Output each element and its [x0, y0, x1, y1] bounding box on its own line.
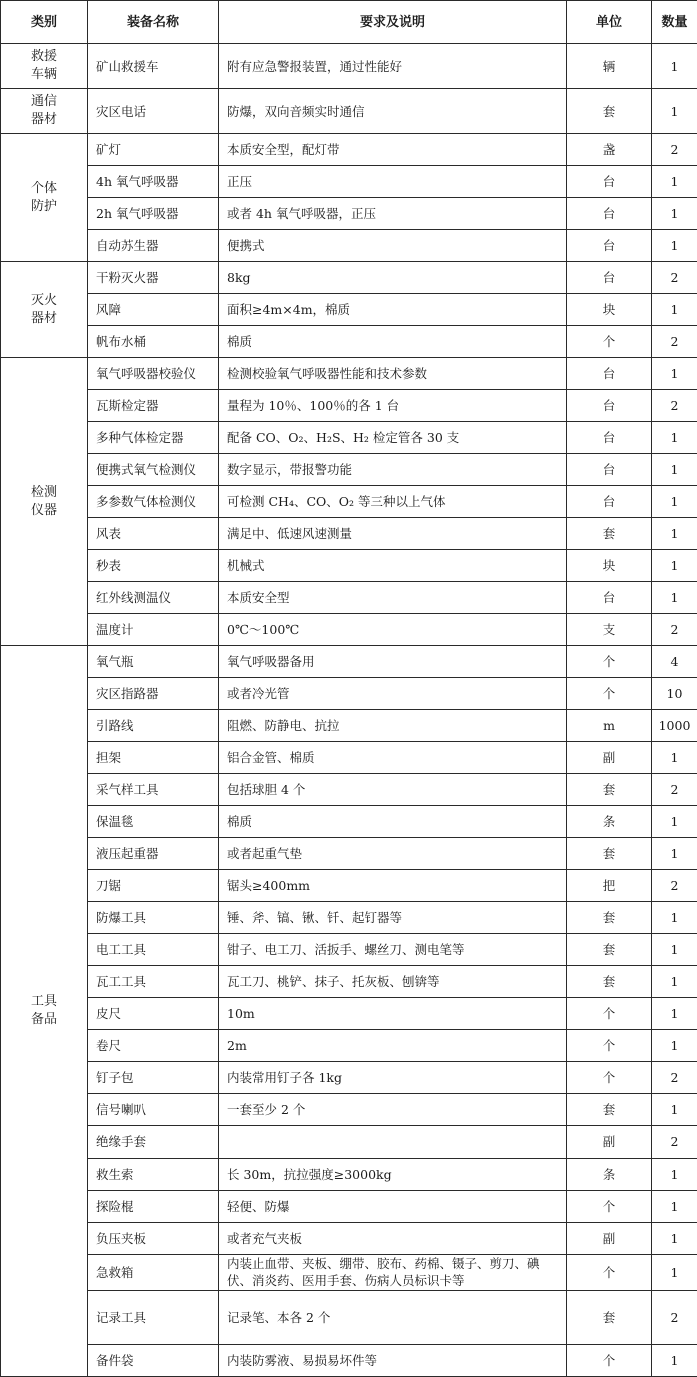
- unit-cell: 套: [567, 966, 652, 998]
- qty-cell: 1: [652, 1190, 697, 1222]
- unit-cell: 套: [567, 774, 652, 806]
- name-cell: 负压夹板: [88, 1222, 219, 1254]
- desc-cell: 配备 CO、O₂、H₂S、H₂ 检定管各 30 支: [219, 422, 567, 454]
- qty-cell: 2: [652, 1062, 697, 1094]
- qty-cell: 1: [652, 934, 697, 966]
- qty-cell: 1: [652, 742, 697, 774]
- qty-cell: 1: [652, 454, 697, 486]
- table-row: [1, 390, 697, 422]
- desc-cell: 或者冷光管: [219, 678, 567, 710]
- unit-cell: 条: [567, 806, 652, 838]
- unit-cell: 支: [567, 614, 652, 646]
- name-cell: 温度计: [88, 614, 219, 646]
- desc-cell: 0℃～100℃: [219, 614, 567, 646]
- table-row: [1, 294, 697, 326]
- desc-cell: 内装止血带、夹板、绷带、胶布、药棉、镊子、剪刀、碘伏、消炎药、医用手套、伤病人员标识卡等: [219, 1254, 567, 1291]
- name-cell: 钉子包: [88, 1062, 219, 1094]
- name-cell: 备件袋: [88, 1344, 219, 1376]
- unit-cell: 台: [567, 358, 652, 390]
- table-row: [1, 422, 697, 454]
- category-label: 通信器材: [30, 94, 57, 127]
- category-label: 救援车辆: [30, 49, 57, 82]
- unit-cell: 个: [567, 1190, 652, 1222]
- name-cell: 帆布水桶: [88, 326, 219, 358]
- desc-cell: 铝合金管、棉质: [219, 742, 567, 774]
- table-row: [1, 518, 697, 550]
- desc-cell: 内装防雾液、易损易坏件等: [219, 1344, 567, 1376]
- desc-cell: 或者充气夹板: [219, 1222, 567, 1254]
- desc-cell: 长 30m，抗拉强度≥3000kg: [219, 1158, 567, 1190]
- name-cell: 探险棍: [88, 1190, 219, 1222]
- qty-cell: 2: [652, 326, 697, 358]
- desc-cell: 或者 4h 氧气呼吸器，正压: [219, 198, 567, 230]
- desc-cell: 10m: [219, 998, 567, 1030]
- unit-cell: 盏: [567, 134, 652, 166]
- qty-cell: 1: [652, 1030, 697, 1062]
- unit-cell: 台: [567, 422, 652, 454]
- desc-cell: 数字显示，带报警功能: [219, 454, 567, 486]
- category-cell: [1, 646, 88, 1377]
- table-row: [1, 1030, 697, 1062]
- table-row: [1, 166, 697, 198]
- name-cell: 信号喇叭: [88, 1094, 219, 1126]
- table-row: [1, 870, 697, 902]
- table-row: [1, 998, 697, 1030]
- name-cell: 救生索: [88, 1158, 219, 1190]
- qty-cell: 1: [652, 44, 697, 89]
- table-row: [1, 710, 697, 742]
- table-row: [1, 614, 697, 646]
- name-cell: 刀锯: [88, 870, 219, 902]
- name-cell: 急救箱: [88, 1254, 219, 1291]
- name-cell: 皮尺: [88, 998, 219, 1030]
- name-cell: 卷尺: [88, 1030, 219, 1062]
- table-row: [1, 326, 697, 358]
- unit-cell: 副: [567, 742, 652, 774]
- table-row: [1, 1222, 697, 1254]
- name-cell: 绝缘手套: [88, 1126, 219, 1158]
- unit-cell: 台: [567, 198, 652, 230]
- category-label: 工具备品: [30, 994, 57, 1028]
- table-row: [1, 902, 697, 934]
- table-row: [1, 198, 697, 230]
- table-row: [1, 1126, 697, 1158]
- name-cell: 自动苏生器: [88, 230, 219, 262]
- desc-cell: 轻便、防爆: [219, 1190, 567, 1222]
- name-cell: 便携式氧气检测仪: [88, 454, 219, 486]
- unit-cell: 套: [567, 518, 652, 550]
- header-name: 装备名称: [88, 1, 219, 44]
- table-row: [1, 358, 697, 390]
- desc-cell: 量程为 10％、100％的各 1 台: [219, 390, 567, 422]
- desc-cell: 阻燃、防静电、抗拉: [219, 710, 567, 742]
- unit-cell: 个: [567, 326, 652, 358]
- table-row: [1, 262, 697, 294]
- table-row: [1, 966, 697, 998]
- table-row: [1, 1062, 697, 1094]
- qty-cell: 2: [652, 614, 697, 646]
- qty-cell: 1: [652, 582, 697, 614]
- qty-cell: 1: [652, 518, 697, 550]
- desc-cell: [219, 1126, 567, 1158]
- qty-cell: 1: [652, 230, 697, 262]
- unit-cell: m: [567, 710, 652, 742]
- category-cell: [1, 134, 88, 262]
- qty-cell: 1: [652, 166, 697, 198]
- unit-cell: 个: [567, 998, 652, 1030]
- qty-cell: 2: [652, 390, 697, 422]
- desc-cell: 或者起重气垫: [219, 838, 567, 870]
- unit-cell: 副: [567, 1126, 652, 1158]
- qty-cell: 1000: [652, 710, 697, 742]
- table-row: [1, 454, 697, 486]
- table-row: [1, 1190, 697, 1222]
- table-row: [1, 646, 697, 678]
- qty-cell: 1: [652, 838, 697, 870]
- name-cell: 记录工具: [88, 1291, 219, 1344]
- qty-cell: 1: [652, 1344, 697, 1376]
- name-cell: 矿灯: [88, 134, 219, 166]
- table-row: [1, 742, 697, 774]
- unit-cell: 个: [567, 1344, 652, 1376]
- name-cell: 4h 氧气呼吸器: [88, 166, 219, 198]
- unit-cell: 台: [567, 486, 652, 518]
- table-row: [1, 486, 697, 518]
- name-cell: 担架: [88, 742, 219, 774]
- category-label: 灭火器材: [30, 292, 57, 326]
- unit-cell: 把: [567, 870, 652, 902]
- unit-cell: 台: [567, 166, 652, 198]
- unit-cell: 副: [567, 1222, 652, 1254]
- unit-cell: 套: [567, 934, 652, 966]
- qty-cell: 1: [652, 1158, 697, 1190]
- header-qty: 数量: [652, 1, 697, 44]
- name-cell: 2h 氧气呼吸器: [88, 198, 219, 230]
- unit-cell: 台: [567, 230, 652, 262]
- qty-cell: 2: [652, 134, 697, 166]
- table-row: [1, 838, 697, 870]
- category-label: 个体防护: [30, 180, 57, 214]
- unit-cell: 台: [567, 390, 652, 422]
- name-cell: 矿山救援车: [88, 44, 219, 89]
- name-cell: 电工工具: [88, 934, 219, 966]
- category-label: 检测仪器: [30, 484, 57, 518]
- name-cell: 干粉灭火器: [88, 262, 219, 294]
- category-cell: [1, 44, 88, 89]
- name-cell: 防爆工具: [88, 902, 219, 934]
- qty-cell: 2: [652, 1291, 697, 1344]
- desc-cell: 2m: [219, 1030, 567, 1062]
- desc-cell: 面积≥4m×4m，棉质: [219, 294, 567, 326]
- unit-cell: 块: [567, 550, 652, 582]
- desc-cell: 包括球胆 4 个: [219, 774, 567, 806]
- qty-cell: 1: [652, 1254, 697, 1291]
- desc-cell: 检测校验氧气呼吸器性能和技术参数: [219, 358, 567, 390]
- unit-cell: 个: [567, 1030, 652, 1062]
- desc-cell: 8kg: [219, 262, 567, 294]
- unit-cell: 套: [567, 1094, 652, 1126]
- table-row: [1, 1291, 697, 1344]
- header-desc: 要求及说明: [219, 1, 567, 44]
- table-row: [1, 134, 697, 166]
- table-row: [1, 1254, 697, 1291]
- table-row: [1, 678, 697, 710]
- table-body: [1, 44, 697, 1377]
- desc-cell: 氧气呼吸器备用: [219, 646, 567, 678]
- qty-cell: 1: [652, 806, 697, 838]
- qty-cell: 1: [652, 486, 697, 518]
- qty-cell: 1: [652, 550, 697, 582]
- desc-cell: 附有应急警报装置，通过性能好: [219, 44, 567, 89]
- name-cell: 瓦工工具: [88, 966, 219, 998]
- qty-cell: 2: [652, 1126, 697, 1158]
- unit-cell: 台: [567, 582, 652, 614]
- name-cell: 灾区电话: [88, 89, 219, 134]
- unit-cell: 个: [567, 1062, 652, 1094]
- header-row: [1, 1, 697, 44]
- name-cell: 风障: [88, 294, 219, 326]
- qty-cell: 2: [652, 774, 697, 806]
- table-row: [1, 806, 697, 838]
- name-cell: 瓦斯检定器: [88, 390, 219, 422]
- qty-cell: 1: [652, 294, 697, 326]
- desc-cell: 记录笔、本各 2 个: [219, 1291, 567, 1344]
- qty-cell: 1: [652, 1222, 697, 1254]
- qty-cell: 1: [652, 198, 697, 230]
- name-cell: 氧气呼吸器校验仪: [88, 358, 219, 390]
- header-unit: 单位: [567, 1, 652, 44]
- header-category: 类别: [1, 1, 88, 44]
- desc-cell: 正压: [219, 166, 567, 198]
- desc-cell: 一套至少 2 个: [219, 1094, 567, 1126]
- table-row: [1, 44, 697, 89]
- desc-cell: 瓦工刀、桃铲、抹子、托灰板、刨锛等: [219, 966, 567, 998]
- table-row: [1, 582, 697, 614]
- category-cell: [1, 262, 88, 358]
- table-row: [1, 1158, 697, 1190]
- desc-cell: 棉质: [219, 326, 567, 358]
- qty-cell: 1: [652, 998, 697, 1030]
- unit-cell: 个: [567, 678, 652, 710]
- desc-cell: 满足中、低速风速测量: [219, 518, 567, 550]
- unit-cell: 台: [567, 454, 652, 486]
- desc-cell: 棉质: [219, 806, 567, 838]
- table-row: [1, 550, 697, 582]
- unit-cell: 个: [567, 646, 652, 678]
- table-row: [1, 230, 697, 262]
- unit-cell: 套: [567, 902, 652, 934]
- name-cell: 风表: [88, 518, 219, 550]
- unit-cell: 套: [567, 838, 652, 870]
- name-cell: 红外线测温仪: [88, 582, 219, 614]
- qty-cell: 1: [652, 422, 697, 454]
- name-cell: 多种气体检定器: [88, 422, 219, 454]
- qty-cell: 10: [652, 678, 697, 710]
- category-cell: [1, 89, 88, 134]
- name-cell: 引路线: [88, 710, 219, 742]
- unit-cell: 套: [567, 89, 652, 134]
- qty-cell: 1: [652, 358, 697, 390]
- category-cell: [1, 358, 88, 646]
- table-row: [1, 1344, 697, 1376]
- qty-cell: 1: [652, 1094, 697, 1126]
- table-row: [1, 934, 697, 966]
- qty-cell: 1: [652, 966, 697, 998]
- name-cell: 采气样工具: [88, 774, 219, 806]
- desc-cell: 本质安全型: [219, 582, 567, 614]
- table-row: [1, 1094, 697, 1126]
- desc-cell: 防爆，双向音频实时通信: [219, 89, 567, 134]
- unit-cell: 个: [567, 1254, 652, 1291]
- desc-cell: 本质安全型，配灯带: [219, 134, 567, 166]
- name-cell: 灾区指路器: [88, 678, 219, 710]
- desc-cell: 锯头≥400mm: [219, 870, 567, 902]
- unit-cell: 条: [567, 1158, 652, 1190]
- name-cell: 秒表: [88, 550, 219, 582]
- name-cell: 氧气瓶: [88, 646, 219, 678]
- unit-cell: 套: [567, 1291, 652, 1344]
- desc-cell: 内装常用钉子各 1kg: [219, 1062, 567, 1094]
- table-row: [1, 89, 697, 134]
- name-cell: 液压起重器: [88, 838, 219, 870]
- qty-cell: 4: [652, 646, 697, 678]
- unit-cell: 块: [567, 294, 652, 326]
- desc-cell: 可检测 CH₄、CO、O₂ 等三种以上气体: [219, 486, 567, 518]
- qty-cell: 1: [652, 89, 697, 134]
- unit-cell: 辆: [567, 44, 652, 89]
- desc-cell: 钳子、电工刀、活扳手、螺丝刀、测电笔等: [219, 934, 567, 966]
- qty-cell: 2: [652, 870, 697, 902]
- name-cell: 保温毯: [88, 806, 219, 838]
- table-row: [1, 774, 697, 806]
- desc-cell: 便携式: [219, 230, 567, 262]
- qty-cell: 2: [652, 262, 697, 294]
- desc-cell: 机械式: [219, 550, 567, 582]
- unit-cell: 台: [567, 262, 652, 294]
- desc-cell: 锤、斧、镐、锹、钎、起钉器等: [219, 902, 567, 934]
- qty-cell: 1: [652, 902, 697, 934]
- name-cell: 多参数气体检测仪: [88, 486, 219, 518]
